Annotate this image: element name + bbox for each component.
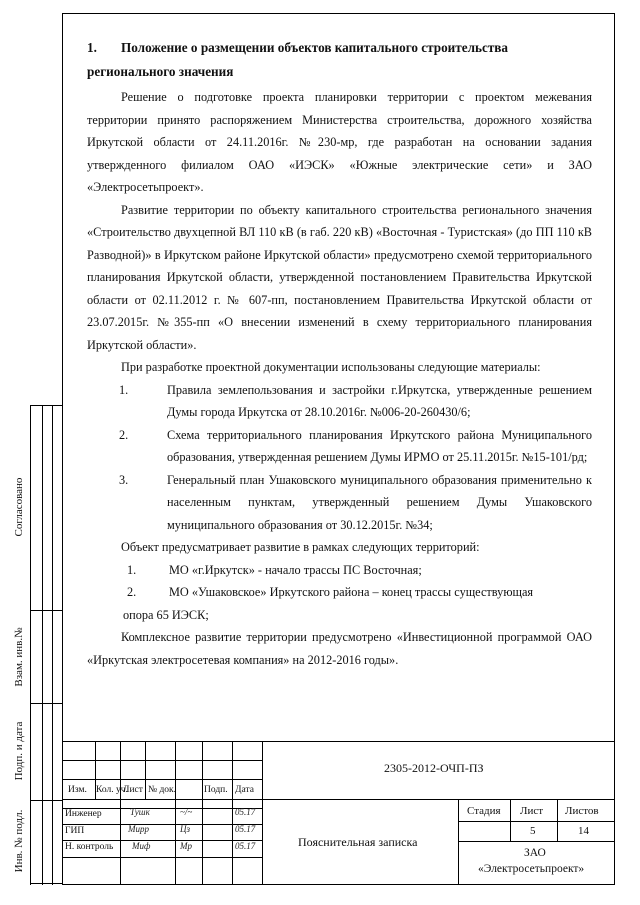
company-line1: ЗАО: [524, 847, 546, 859]
signature-image: Мирр: [128, 824, 149, 834]
margin-label-inv-replace: Взам. инв.№: [13, 627, 25, 687]
list-number: 2.: [127, 585, 137, 599]
sheet-value: 5: [530, 825, 536, 837]
role-chief-engineer: ГИП: [65, 826, 85, 836]
sheets-label: Листов: [565, 805, 599, 817]
list-number: 1.: [119, 382, 129, 397]
list-text: Правила землепользования и застройки г.Иркутска, утвержденные решением Думы города Иркутска от 28.10.2016г. №006-20-260430/6;: [167, 382, 592, 419]
section-heading: [87, 36, 592, 84]
list-number: 1.: [127, 562, 137, 577]
margin-label-agreed: Согласовано: [13, 477, 25, 537]
signature-image: Тушк: [130, 807, 150, 817]
document-body: [87, 36, 592, 671]
sign-date: 05.17: [235, 824, 256, 834]
paragraph: При разработке проектной документации использованы следующие материалы:: [121, 360, 541, 374]
list-item: [87, 469, 592, 537]
signature-image: ~/~: [180, 807, 193, 817]
document-code: 2305-2012-ОЧП-ПЗ: [384, 761, 484, 775]
title-block: [62, 741, 615, 885]
col-header-sign: Подп.: [204, 785, 228, 795]
list-text-continued: опора 65 ИЭСК;: [123, 607, 209, 622]
col-header-sheet: Лист: [123, 785, 143, 795]
list-item: [87, 424, 592, 469]
margin-strip: [6, 405, 62, 885]
sign-date: 05.17: [235, 841, 256, 851]
col-header-docnum: № док.: [148, 785, 177, 795]
list-text: МО «Ушаковское» Иркутского района – конец трассы существующая: [169, 585, 534, 599]
list-text: МО «г.Иркутск» - начало трассы ПС Восточная;: [169, 562, 422, 577]
list-item: [87, 559, 592, 582]
list-item: [87, 581, 592, 626]
list-text: Генеральный план Ушаковского муниципального образования применительно к населенным пунктам, утвержденный решением Думы Ушаковского муниципального образования от 30.12.2015г. №34;: [167, 472, 592, 532]
col-header-change: Изм.: [68, 785, 87, 795]
stage-label: Стадия: [467, 805, 501, 817]
list-item: [87, 379, 592, 424]
margin-label-sign-date: Подп. и дата: [13, 721, 25, 781]
col-header-date: Дата: [235, 785, 254, 795]
sheets-value: 14: [578, 825, 589, 837]
signature-image: Миф: [132, 841, 151, 851]
paragraph: Развитие территории по объекту капитального строительства регионального значения «Строительство двухцепной ВЛ 110 кВ (в габ. 220 кВ) «Восточная - Туристская» (до ПП 110 кВ Разводной)» в Иркутском районе Иркутской области» предусмотрено схемой территориального планирования Иркутской области, утвержденной постановлением Правительства Иркутской области от 02.11.2012 г. № 607-пп, постановлением Правительства Иркутской области от 23.07.2015г. №355-пп «О внесении изменений в схему территориального планирования Иркутской области».: [87, 202, 592, 352]
role-engineer: Инженер: [65, 809, 102, 819]
margin-label-inv-orig: Инв. № подл.: [13, 809, 25, 873]
paragraph: Объект предусматривает развитие в рамках следующих территорий:: [121, 540, 480, 554]
list-text: Схема территориального планирования Иркутского района Муниципального образования, утвержденная решением Думы ИРМО от 25.11.2015г. №15-101/рд;: [167, 427, 592, 464]
section-title: Положение о размещении объектов капитального строительства регионального значения: [87, 40, 509, 79]
sign-date: 05.17: [235, 807, 256, 817]
sheet-label: Лист: [520, 805, 544, 817]
role-norm-control: Н. контроль: [65, 842, 114, 852]
signature-image: Мр: [180, 841, 192, 851]
list-number: 3.: [119, 472, 129, 487]
section-number: 1.: [87, 40, 97, 55]
col-header-count: Кол. уч.: [96, 785, 128, 795]
paragraph: Решение о подготовке проекта планировки территории с проектом межевания территории принято распоряжением Министерства строительства, дорожного хозяйства Иркутской области от 24.11.2016г. №230-мр, где разработан на основании задания утвержденного филиалом ОАО «ИЭСК» «Южные электрические сети» и ЗАО «Электросетьпроект».: [87, 90, 592, 194]
list-number: 2.: [119, 427, 129, 442]
paragraph: Комплексное развитие территории предусмотрено «Инвестиционной программой ОАО «Иркутская электросетевая компания» на 2012-2016 годы».: [87, 630, 592, 667]
document-title: Пояснительная записка: [298, 835, 418, 849]
signature-image: Цз: [180, 824, 191, 834]
company-line2: «Электросетьпроект»: [478, 863, 585, 875]
